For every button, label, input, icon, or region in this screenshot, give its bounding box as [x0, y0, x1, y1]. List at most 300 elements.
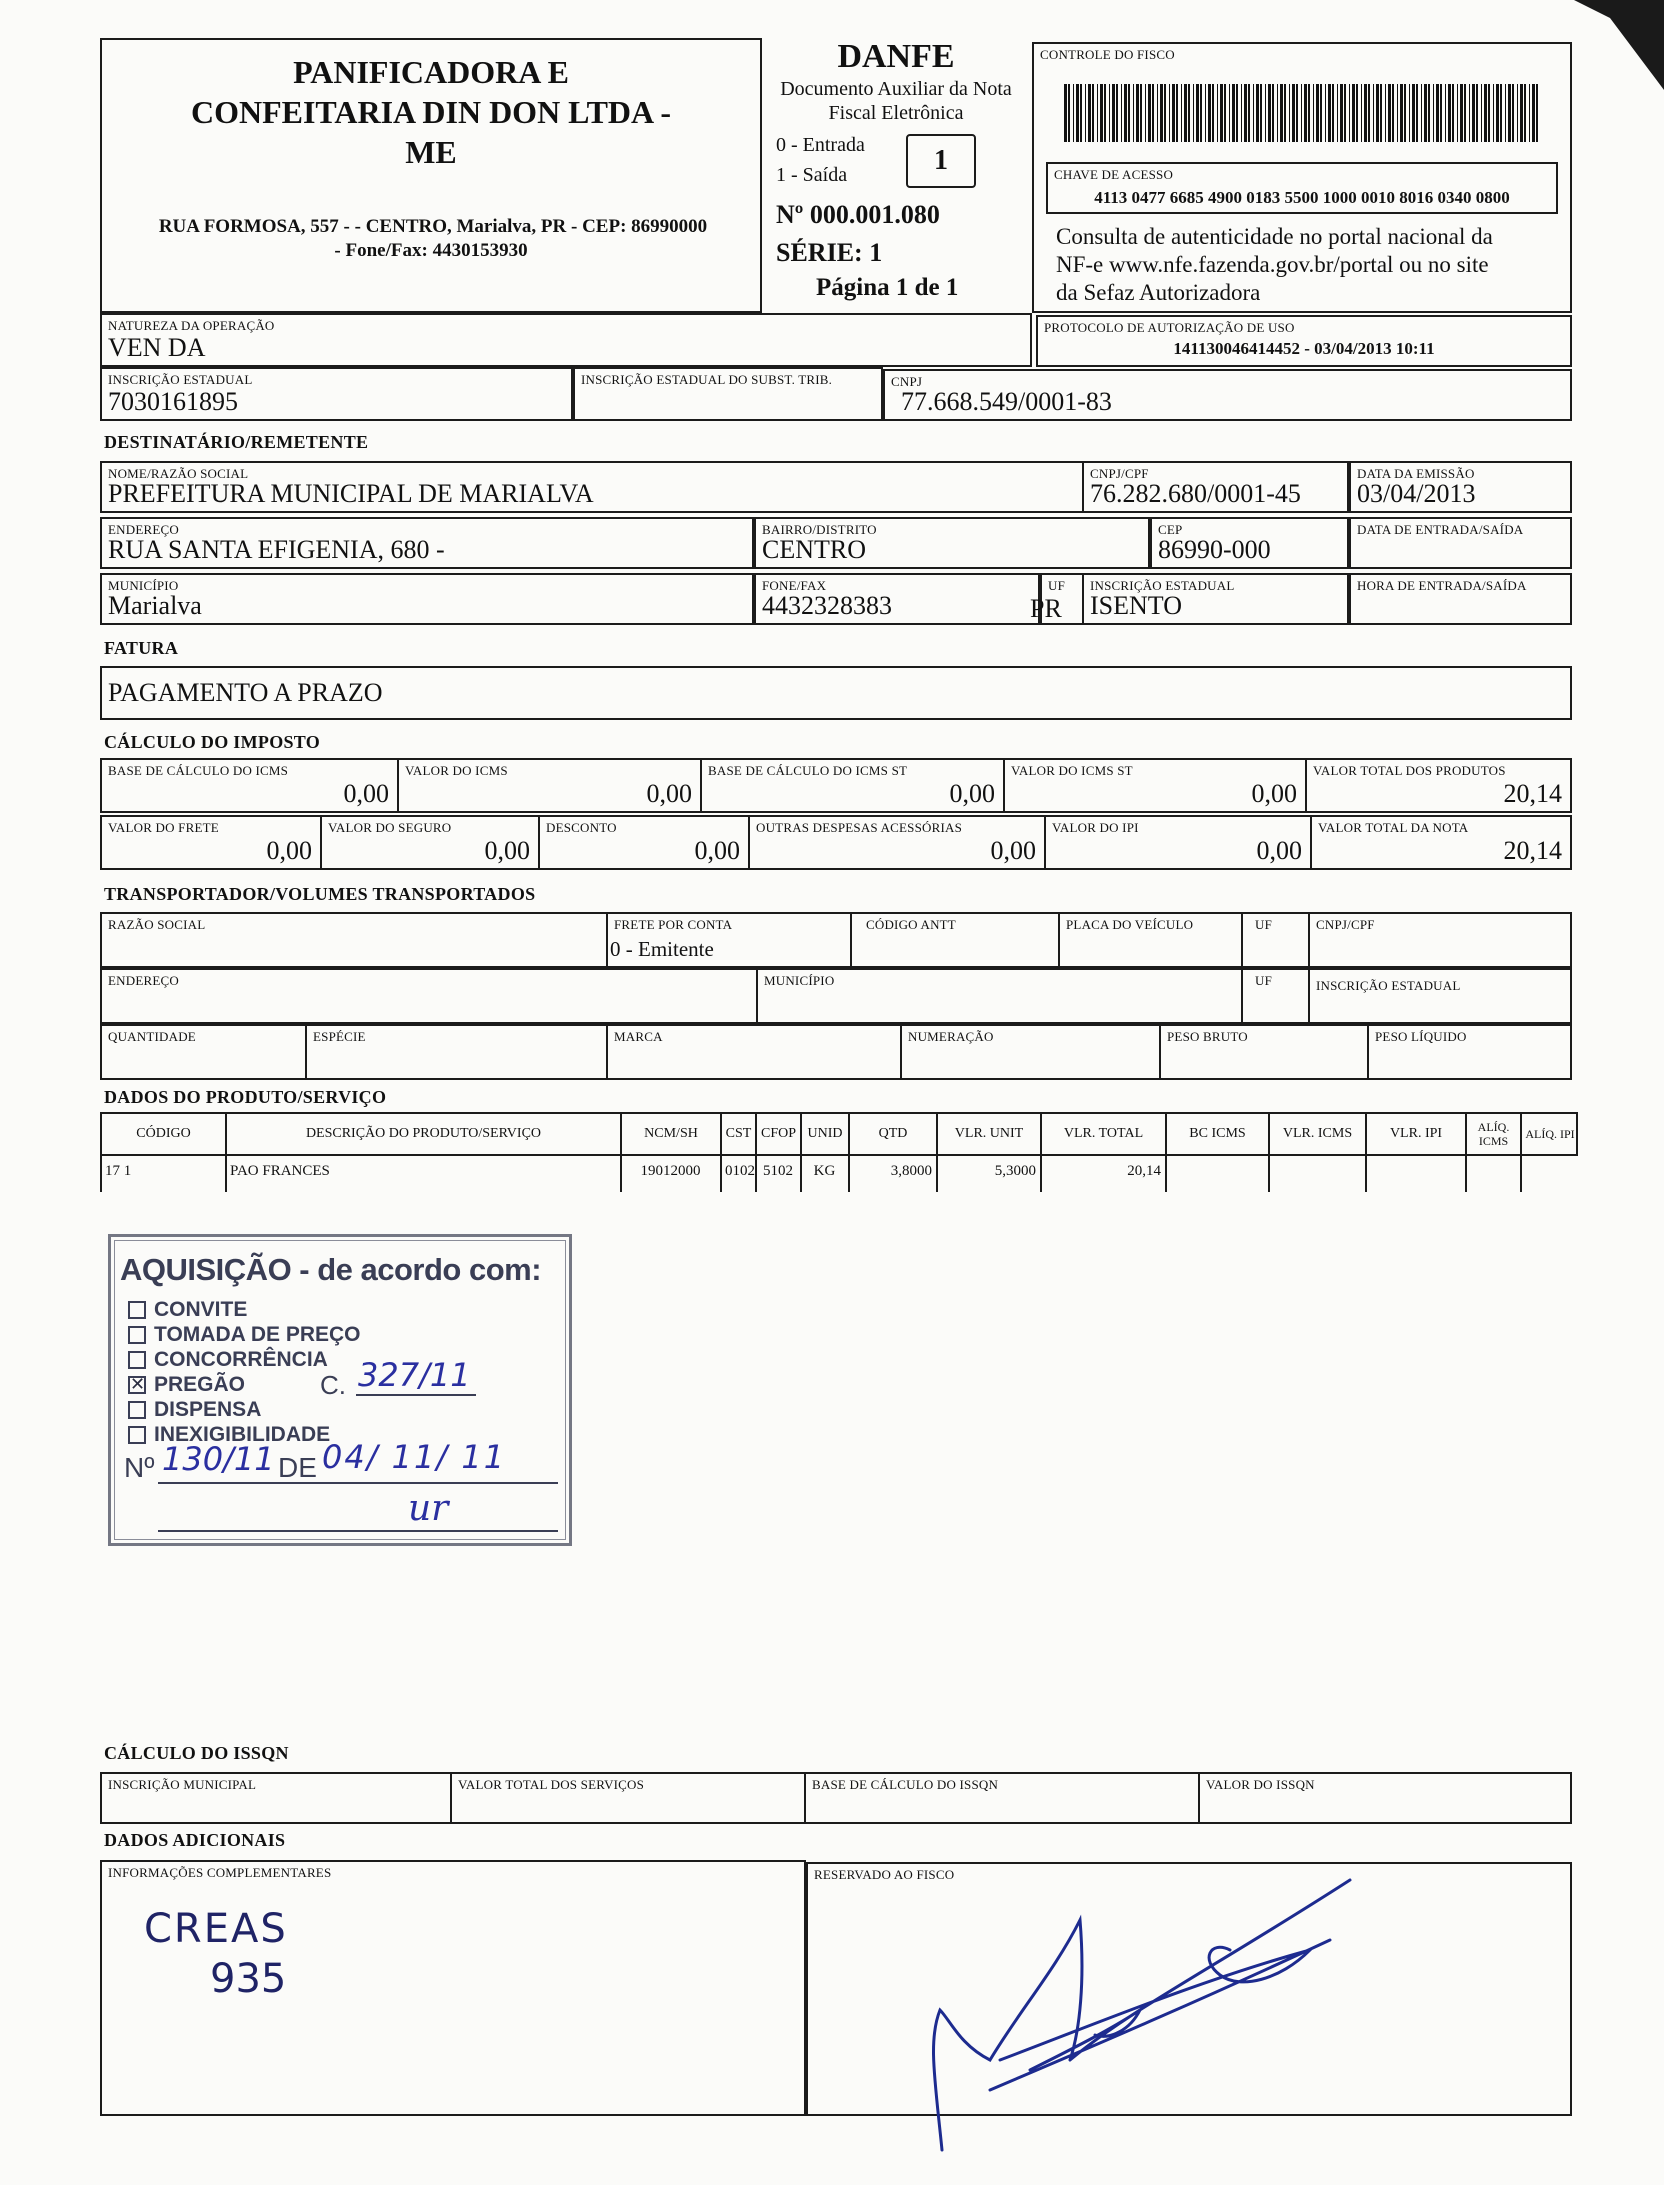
barcode-bar — [1176, 84, 1178, 142]
barcode-bar — [1356, 84, 1358, 142]
produtos-cell-ncm: 19012000 — [620, 1156, 720, 1192]
imposto-ipi-label: VALOR DO IPI — [1052, 820, 1139, 835]
reservado-fisco-label: RESERVADO AO FISCO — [814, 1867, 955, 1882]
produtos-header-unid: UNID — [800, 1112, 848, 1156]
dest-cnpj-value: 76.282.680/0001-45 — [1090, 479, 1301, 508]
barcode-bar — [1488, 84, 1490, 142]
imposto-desconto — [538, 815, 750, 870]
barcode-bar — [1284, 84, 1286, 142]
cnpj-value: 77.668.549/0001-83 — [901, 387, 1112, 416]
manuscrito-l2: 935 — [210, 1956, 287, 2002]
transp-antt — [850, 912, 1060, 968]
imposto-desconto-value: 0,00 — [694, 836, 740, 865]
barcode-bar — [1232, 84, 1235, 142]
protocolo-box — [1036, 315, 1572, 367]
produtos-cell-cfop: 5102 — [755, 1156, 800, 1192]
stamp-option-label: INEXIGIBILIDADE — [154, 1423, 331, 1446]
issqn-im-label: INSCRIÇÃO MUNICIPAL — [108, 1777, 257, 1792]
barcode-bar — [1068, 84, 1070, 142]
barcode-bar — [1280, 84, 1283, 142]
stamp-rubrica: ur — [408, 1488, 449, 1529]
barcode-bar — [1536, 84, 1538, 142]
issqn-cell-servicos — [450, 1774, 806, 1822]
transp-antt-label: CÓDIGO ANTT — [866, 917, 956, 932]
barcode-bar — [1373, 84, 1374, 142]
stamp-n-value: 130/11 — [162, 1440, 275, 1478]
imposto-valor-icms-label: VALOR DO ICMS — [405, 763, 508, 778]
barcode-bar — [1092, 84, 1094, 142]
transp-uf-label: UF — [1255, 917, 1273, 932]
barcode-bar — [1080, 84, 1082, 142]
barcode-bar — [1181, 84, 1182, 142]
barcode-bar — [1361, 84, 1362, 142]
stamp-data: 04/ 11/ 11 — [322, 1438, 507, 1476]
produtos-header-aliq-icms: ALÍQ. ICMS — [1465, 1112, 1520, 1156]
imposto-frete-value: 0,00 — [266, 836, 312, 865]
fisco-box — [1032, 42, 1572, 313]
barcode-bar — [1100, 84, 1103, 142]
manuscrito-l1: CREAS — [144, 1906, 288, 1952]
danfe-sub2: Fiscal Eletrônica — [828, 102, 964, 124]
produtos-cell-vlr-icms — [1268, 1156, 1365, 1192]
transp-frete-label: FRETE POR CONTA — [614, 917, 733, 932]
produtos-header-codigo: CÓDIGO — [100, 1112, 225, 1156]
info-complementares-box — [100, 1860, 806, 2116]
emitente-endereco: RUA FORMOSA, 557 - - CENTRO, Marialva, PR - CEP: 86990000 — [158, 216, 708, 237]
barcode-bar — [1304, 84, 1307, 142]
stamp-checkbox — [128, 1401, 146, 1419]
barcode-bar — [1397, 84, 1398, 142]
barcode-bar — [1440, 84, 1442, 142]
imposto-seguro-value: 0,00 — [484, 836, 530, 865]
dest-endereco-label: ENDEREÇO — [108, 522, 179, 537]
dest-nome-box — [100, 461, 1084, 513]
signature — [880, 1860, 1400, 2180]
barcode-bar — [1340, 84, 1343, 142]
dest-ie-value: ISENTO — [1090, 591, 1182, 620]
barcode-bar — [1076, 84, 1079, 142]
produtos-cell-unid: KG — [800, 1156, 848, 1192]
stamp-option-label: CONCORRÊNCIA — [154, 1348, 328, 1371]
emitente-nome-l2: CONFEITARIA DIN DON LTDA - — [190, 94, 672, 130]
imposto-total-produtos — [1305, 758, 1572, 813]
imposto-desconto-label: DESCONTO — [546, 820, 617, 835]
dest-cep-box — [1150, 517, 1349, 569]
barcode-bar — [1104, 84, 1106, 142]
imposto-valor-icms-st-label: VALOR DO ICMS ST — [1011, 763, 1133, 778]
barcode-bar — [1344, 84, 1346, 142]
barcode-bar — [1116, 84, 1118, 142]
barcode-bar — [1157, 84, 1158, 142]
barcode-bar — [1277, 84, 1278, 142]
ie-box — [100, 367, 573, 421]
dest-municipio-box — [100, 573, 754, 625]
dest-cnpj-box — [1082, 461, 1349, 513]
imposto-bc-icms — [100, 758, 399, 813]
barcode-bar — [1172, 84, 1175, 142]
barcode-bar — [1128, 84, 1130, 142]
barcode-bar — [1448, 84, 1451, 142]
imposto-total-nota — [1310, 815, 1572, 870]
barcode-bar — [1412, 84, 1415, 142]
barcode-bar — [1476, 84, 1478, 142]
ie-label: INSCRIÇÃO ESTADUAL — [108, 372, 253, 387]
barcode-bar — [1088, 84, 1091, 142]
dest-ie-box — [1082, 573, 1349, 625]
barcode — [1064, 84, 1544, 142]
barcode-bar — [1452, 84, 1454, 142]
barcode-bar — [1349, 84, 1350, 142]
barcode-bar — [1188, 84, 1190, 142]
emitente-fone: - Fone/Fax: 4430153930 — [334, 240, 528, 261]
barcode-bar — [1160, 84, 1163, 142]
imposto-frete — [100, 815, 322, 870]
barcode-bar — [1193, 84, 1194, 142]
emitente-nome — [102, 52, 760, 172]
dest-nome-value: PREFEITURA MUNICIPAL DE MARIALVA — [108, 479, 594, 508]
imposto-outras — [748, 815, 1046, 870]
imposto-total-nota-value: 20,14 — [1503, 836, 1562, 865]
stamp-option-label: CONVITE — [154, 1298, 248, 1321]
barcode-bar — [1400, 84, 1403, 142]
fatura-box — [100, 666, 1572, 720]
issqn-box — [100, 1772, 1572, 1824]
imposto-valor-icms-value: 0,00 — [646, 779, 692, 808]
imposto-valor-icms-st — [1003, 758, 1307, 813]
ie-st-box — [573, 367, 883, 421]
stamp-checkbox — [128, 1326, 146, 1344]
barcode-bar — [1388, 84, 1391, 142]
barcode-bar — [1148, 84, 1151, 142]
produtos-cell-cst: 0102 — [720, 1156, 755, 1192]
transp-peso-bruto — [1159, 1024, 1369, 1080]
barcode-bar — [1121, 84, 1122, 142]
barcode-bar — [1140, 84, 1142, 142]
dest-emissao-box — [1349, 461, 1572, 513]
transp-uf2 — [1241, 968, 1310, 1024]
barcode-bar — [1508, 84, 1511, 142]
barcode-bar — [1308, 84, 1310, 142]
dest-uf-label: UF — [1048, 578, 1066, 593]
transp-placa-label: PLACA DO VEÍCULO — [1066, 917, 1194, 932]
imposto-ipi — [1044, 815, 1312, 870]
dest-bairro-value: CENTRO — [762, 535, 866, 564]
dest-entrada-label: DATA DE ENTRADA/SAÍDA — [1357, 522, 1524, 537]
imposto-valor-icms-st-value: 0,00 — [1251, 779, 1297, 808]
danfe-tipo-box — [906, 134, 976, 188]
barcode-bar — [1496, 84, 1499, 142]
barcode-bar — [1517, 84, 1518, 142]
stamp-checkbox: ✕ — [130, 1374, 146, 1395]
produtos-cell-vlr-ipi — [1365, 1156, 1465, 1192]
produtos-cell-vlr-total: 20,14 — [1040, 1156, 1165, 1192]
produtos-cell-codigo: 17 1 — [100, 1156, 225, 1192]
barcode-bar — [1184, 84, 1187, 142]
ie-st-label: INSCRIÇÃO ESTADUAL DO SUBST. TRIB. — [581, 372, 833, 387]
barcode-bar — [1424, 84, 1427, 142]
cnpj-label: CNPJ — [891, 374, 923, 389]
stamp-title: AQUISIÇÃO - de acordo com: — [120, 1252, 542, 1287]
issqn-cell-base — [804, 1774, 1200, 1822]
transp-numeracao — [900, 1024, 1161, 1080]
barcode-bar — [1260, 84, 1262, 142]
transp-peso-bruto-label: PESO BRUTO — [1167, 1029, 1248, 1044]
produtos-header-vlr-ipi: VLR. IPI — [1365, 1112, 1465, 1156]
imposto-bc-icms-value: 0,00 — [343, 779, 389, 808]
dest-fone-value: 4432328383 — [762, 591, 892, 620]
ie-value: 7030161895 — [108, 387, 238, 416]
transp-numeracao-label: NUMERAÇÃO — [908, 1029, 994, 1044]
consulta-l1: Consulta de autenticidade no portal nacional da — [1056, 224, 1493, 249]
barcode-bar — [1241, 84, 1242, 142]
barcode-bar — [1445, 84, 1446, 142]
stamp-checkbox — [128, 1426, 146, 1444]
barcode-bar — [1124, 84, 1127, 142]
fatura-section: FATURA — [104, 638, 179, 658]
imposto-bc-icms-st-label: BASE DE CÁLCULO DO ICMS ST — [708, 763, 908, 778]
dest-uf-value: PR — [1030, 594, 1062, 623]
produtos-header-vlr-total: VLR. TOTAL — [1040, 1112, 1165, 1156]
imposto-bc-icms-label: BASE DE CÁLCULO DO ICMS — [108, 763, 289, 778]
natureza-label: NATUREZA DA OPERAÇÃO — [108, 318, 275, 333]
produtos-header-descricao: DESCRIÇÃO DO PRODUTO/SERVIÇO — [225, 1112, 620, 1156]
barcode-bar — [1512, 84, 1514, 142]
barcode-bar — [1316, 84, 1319, 142]
adicionais-section: DADOS ADICIONAIS — [104, 1830, 286, 1850]
danfe-box — [762, 38, 1030, 313]
barcode-bar — [1064, 84, 1067, 142]
produtos-header-cfop: CFOP — [755, 1112, 800, 1156]
barcode-bar — [1484, 84, 1487, 142]
transp-especie-label: ESPÉCIE — [313, 1029, 366, 1044]
danfe-serie: SÉRIE: 1 — [776, 238, 883, 267]
barcode-bar — [1392, 84, 1394, 142]
barcode-bar — [1436, 84, 1439, 142]
barcode-bar — [1320, 84, 1322, 142]
produtos-section: DADOS DO PRODUTO/SERVIÇO — [104, 1087, 387, 1107]
dest-municipio-value: Marialva — [108, 591, 202, 620]
barcode-bar — [1376, 84, 1379, 142]
dest-emissao-value: 03/04/2013 — [1357, 479, 1476, 508]
produtos-table — [100, 1112, 1578, 1192]
dest-fone-label: FONE/FAX — [762, 578, 827, 593]
barcode-bar — [1352, 84, 1355, 142]
barcode-bar — [1529, 84, 1530, 142]
barcode-bar — [1493, 84, 1494, 142]
barcode-bar — [1085, 84, 1086, 142]
barcode-bar — [1289, 84, 1290, 142]
barcode-bar — [1220, 84, 1223, 142]
barcode-bar — [1268, 84, 1271, 142]
barcode-bar — [1380, 84, 1382, 142]
transp-ie — [1308, 968, 1572, 1024]
danfe-tipo: 1 — [934, 145, 948, 176]
chave-label: CHAVE DE ACESSO — [1054, 167, 1174, 182]
barcode-bar — [1433, 84, 1434, 142]
transportador-section: TRANSPORTADOR/VOLUMES TRANSPORTADOS — [104, 884, 536, 904]
dest-endereco-box — [100, 517, 754, 569]
chave-box — [1046, 162, 1558, 214]
transp-frete-value: 0 - Emitente — [610, 937, 714, 961]
dest-hora-box — [1349, 573, 1572, 625]
danfe-pagina: Página 1 de 1 — [816, 274, 959, 301]
issqn-cell-valor — [1198, 1774, 1572, 1822]
transp-razao-label: RAZÃO SOCIAL — [108, 917, 206, 932]
issqn-base-label: BASE DE CÁLCULO DO ISSQN — [812, 1777, 999, 1792]
barcode-bar — [1481, 84, 1482, 142]
barcode-bar — [1296, 84, 1298, 142]
danfe-saida: 1 - Saída — [776, 164, 848, 186]
fatura-value: PAGAMENTO A PRAZO — [108, 678, 383, 707]
stamp-option-label: PREGÃO — [154, 1373, 246, 1396]
transp-municipio-label: MUNICÍPIO — [764, 973, 835, 988]
cnpj-box — [883, 369, 1572, 421]
danfe-title: DANFE — [837, 38, 955, 75]
stamp-de: DE — [278, 1452, 317, 1483]
barcode-bar — [1472, 84, 1475, 142]
barcode-bar — [1152, 84, 1154, 142]
barcode-bar — [1325, 84, 1326, 142]
barcode-bar — [1409, 84, 1410, 142]
imposto-bc-icms-st — [700, 758, 1005, 813]
barcode-bar — [1109, 84, 1110, 142]
barcode-bar — [1217, 84, 1218, 142]
dest-emissao-label: DATA DA EMISSÃO — [1357, 466, 1475, 481]
transp-cnpj-label: CNPJ/CPF — [1316, 917, 1375, 932]
stamp-option-label: TOMADA DE PREÇO — [154, 1323, 361, 1346]
dest-municipio-label: MUNICÍPIO — [108, 578, 179, 593]
barcode-bar — [1224, 84, 1226, 142]
barcode-bar — [1364, 84, 1367, 142]
dest-hora-label: HORA DE ENTRADA/SAÍDA — [1357, 578, 1527, 593]
barcode-bar — [1532, 84, 1535, 142]
imposto-total-produtos-label: VALOR TOTAL DOS PRODUTOS — [1313, 763, 1506, 778]
chave-acesso: 4113 0477 6685 4900 0183 5500 1000 0010 8016 0340 0800 — [1094, 188, 1510, 207]
produtos-cell-qtd: 3,8000 — [848, 1156, 936, 1192]
barcode-bar — [1212, 84, 1214, 142]
imposto-valor-icms — [397, 758, 702, 813]
barcode-bar — [1457, 84, 1458, 142]
produtos-header-vlr-icms: VLR. ICMS — [1268, 1112, 1365, 1156]
danfe-numero: Nº 000.001.080 — [776, 200, 940, 229]
barcode-bar — [1073, 84, 1074, 142]
produtos-header-qtd: QTD — [848, 1112, 936, 1156]
barcode-bar — [1229, 84, 1230, 142]
barcode-bar — [1169, 84, 1170, 142]
transp-frete — [606, 912, 852, 968]
transp-municipio — [756, 968, 1243, 1024]
transp-uf — [1241, 912, 1310, 968]
transp-endereco — [100, 968, 758, 1024]
barcode-bar — [1421, 84, 1422, 142]
consulta-l2: NF-e www.nfe.fazenda.gov.br/portal ou no site — [1056, 252, 1489, 277]
protocolo-value: 141130046414452 - 03/04/2013 10:11 — [1173, 339, 1435, 358]
barcode-bar — [1520, 84, 1523, 142]
destinatario-section: DESTINATÁRIO/REMETENTE — [104, 432, 369, 452]
imposto-ipi-value: 0,00 — [1256, 836, 1302, 865]
barcode-bar — [1460, 84, 1463, 142]
barcode-bar — [1253, 84, 1254, 142]
transp-endereco-label: ENDEREÇO — [108, 973, 179, 988]
barcode-bar — [1097, 84, 1098, 142]
dest-ie-label: INSCRIÇÃO ESTADUAL — [1090, 578, 1235, 593]
barcode-bar — [1248, 84, 1250, 142]
transp-peso-liquido-label: PESO LÍQUIDO — [1375, 1029, 1467, 1044]
danfe-sub1: Documento Auxiliar da Nota — [780, 78, 1012, 100]
stamp-checkbox — [128, 1301, 146, 1319]
barcode-bar — [1164, 84, 1166, 142]
info-complementares-label: INFORMAÇÕES COMPLEMENTARES — [108, 1865, 332, 1880]
imposto-seguro-label: VALOR DO SEGURO — [328, 820, 452, 835]
transp-cnpj — [1308, 912, 1572, 968]
produtos-header-ncm: NCM/SH — [620, 1112, 720, 1156]
produtos-header-cst: CST — [720, 1112, 755, 1156]
barcode-bar — [1500, 84, 1502, 142]
barcode-bar — [1272, 84, 1274, 142]
transp-uf2-label: UF — [1255, 973, 1273, 988]
barcode-bar — [1469, 84, 1470, 142]
transp-marca-label: MARCA — [614, 1029, 663, 1044]
imposto-bc-icms-st-value: 0,00 — [949, 779, 995, 808]
barcode-bar — [1136, 84, 1139, 142]
transp-quantidade-label: QUANTIDADE — [108, 1029, 196, 1044]
barcode-bar — [1112, 84, 1115, 142]
imposto-outras-value: 0,00 — [990, 836, 1036, 865]
produtos-cell-descricao: PAO FRANCES — [225, 1156, 620, 1192]
stamp-checkbox — [128, 1351, 146, 1369]
dest-cnpj-label: CNPJ/CPF — [1090, 466, 1149, 481]
issqn-valor-label: VALOR DO ISSQN — [1206, 1777, 1315, 1792]
scan-corner — [1574, 0, 1664, 90]
barcode-bar — [1416, 84, 1418, 142]
emitente-box — [100, 38, 762, 313]
dest-endereco-value: RUA SANTA EFIGENIA, 680 - — [108, 535, 445, 564]
barcode-bar — [1205, 84, 1206, 142]
imposto-frete-label: VALOR DO FRETE — [108, 820, 219, 835]
barcode-bar — [1385, 84, 1386, 142]
produtos-header-bc-icms: BC ICMS — [1165, 1112, 1268, 1156]
barcode-bar — [1265, 84, 1266, 142]
produtos-cell-vlr-unit: 5,3000 — [936, 1156, 1040, 1192]
produtos-header-aliq-ipi: ALÍQ. IPI — [1520, 1112, 1578, 1156]
stamp-c-value: 327/11 — [358, 1356, 471, 1394]
barcode-bar — [1464, 84, 1466, 142]
barcode-bar — [1332, 84, 1334, 142]
transp-especie — [305, 1024, 608, 1080]
issqn-section: CÁLCULO DO ISSQN — [104, 1743, 289, 1763]
barcode-bar — [1236, 84, 1238, 142]
stamp-n-prefix: Nº — [124, 1452, 155, 1483]
dest-cep-value: 86990-000 — [1158, 535, 1271, 564]
stamp-date-line — [158, 1482, 558, 1484]
danfe-entrada: 0 - Entrada — [776, 134, 865, 156]
produtos-cell-aliq-icms — [1465, 1156, 1520, 1192]
barcode-bar — [1292, 84, 1295, 142]
barcode-bar — [1256, 84, 1259, 142]
barcode-bar — [1404, 84, 1406, 142]
imposto-section: CÁLCULO DO IMPOSTO — [104, 732, 321, 752]
barcode-bar — [1428, 84, 1430, 142]
aquisicao-stamp — [108, 1234, 572, 1546]
barcode-bar — [1505, 84, 1506, 142]
barcode-bar — [1244, 84, 1247, 142]
issqn-servicos-label: VALOR TOTAL DOS SERVIÇOS — [458, 1777, 645, 1792]
natureza-value: VEN DA — [108, 333, 206, 362]
produtos-cell-aliq-ipi — [1520, 1156, 1578, 1192]
transp-quantidade — [100, 1024, 307, 1080]
dest-nome-label: NOME/RAZÃO SOCIAL — [108, 466, 249, 481]
barcode-bar — [1133, 84, 1134, 142]
